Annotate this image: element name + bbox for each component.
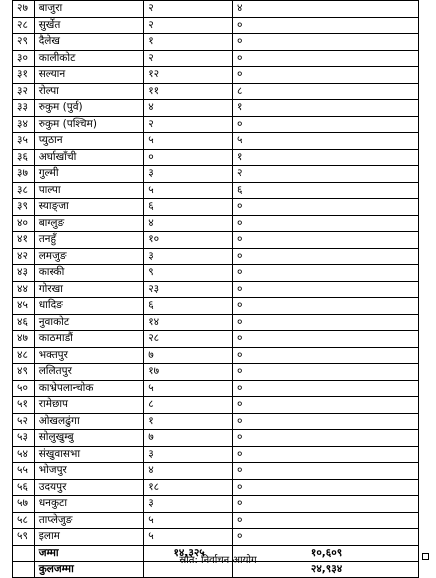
table-row xyxy=(13,496,419,513)
row-number: ५० xyxy=(13,380,35,397)
row-number: ३३ xyxy=(13,100,35,117)
value-col-a: ४ xyxy=(144,100,233,117)
district-name: कालीकोट xyxy=(34,50,144,67)
table-row xyxy=(13,1,419,18)
table-row xyxy=(13,182,419,199)
grand-total-value: २४,९३४ xyxy=(233,562,419,578)
value-col-a: १४ xyxy=(144,314,233,331)
value-col-b: ८ xyxy=(233,83,419,100)
table-row xyxy=(13,166,419,183)
table-row xyxy=(13,364,419,381)
value-col-b: ० xyxy=(233,446,419,463)
table-row xyxy=(13,248,419,265)
table-row xyxy=(13,512,419,529)
value-col-b: ० xyxy=(233,314,419,331)
grand-total-label: कुलजम्मा xyxy=(34,562,144,578)
value-col-b: ० xyxy=(233,215,419,232)
value-col-a: ३ xyxy=(144,446,233,463)
value-col-a: ८ xyxy=(144,397,233,414)
value-col-b: ० xyxy=(233,248,419,265)
total-value-a: १४,३२५ xyxy=(144,545,233,562)
district-name: इलाम xyxy=(34,529,144,546)
value-col-b: ० xyxy=(233,116,419,133)
table-row xyxy=(13,50,419,67)
district-name: ओखलढुंगा xyxy=(34,413,144,430)
table-row xyxy=(13,265,419,282)
district-name: स्याङ्जा xyxy=(34,199,144,216)
value-col-b: ० xyxy=(233,298,419,315)
table-row xyxy=(13,479,419,496)
district-name: पाल्पा xyxy=(34,182,144,199)
value-col-b: ० xyxy=(233,430,419,447)
district-name: संखुवासभा xyxy=(34,446,144,463)
row-number: ४१ xyxy=(13,232,35,249)
row-number: ५७ xyxy=(13,496,35,513)
value-col-a: ७ xyxy=(144,347,233,364)
value-col-a: १० xyxy=(144,232,233,249)
value-col-a: २ xyxy=(144,116,233,133)
value-col-a: १७ xyxy=(144,364,233,381)
district-name: बाजुरा xyxy=(34,1,144,18)
table-row xyxy=(13,298,419,315)
district-name: धनकुटा xyxy=(34,496,144,513)
district-name: नुवाकोट xyxy=(34,314,144,331)
value-col-a: १२ xyxy=(144,67,233,84)
table-row xyxy=(13,380,419,397)
table-row xyxy=(13,116,419,133)
value-col-a: ५ xyxy=(144,182,233,199)
value-col-a: ५ xyxy=(144,133,233,150)
row-number: ३४ xyxy=(13,116,35,133)
value-col-b: ० xyxy=(233,199,419,216)
row-number: २९ xyxy=(13,34,35,51)
table-row xyxy=(13,232,419,249)
table-resize-handle[interactable] xyxy=(422,553,429,560)
district-name: प्युठान xyxy=(34,133,144,150)
table-row xyxy=(13,314,419,331)
value-col-b: ० xyxy=(233,479,419,496)
district-name: ताप्लेजुङ xyxy=(34,512,144,529)
value-col-a: ५ xyxy=(144,529,233,546)
value-col-a: ६ xyxy=(144,199,233,216)
table-row xyxy=(13,347,419,364)
table-row xyxy=(13,529,419,546)
district-name: रोल्पा xyxy=(34,83,144,100)
row-number: ३२ xyxy=(13,83,35,100)
value-col-a: २ xyxy=(144,1,233,18)
table-row xyxy=(13,133,419,150)
value-col-b: ० xyxy=(233,265,419,282)
row-number: ३१ xyxy=(13,67,35,84)
table-row xyxy=(13,331,419,348)
value-col-b: ० xyxy=(233,413,419,430)
table-row xyxy=(13,149,419,166)
row-number: ३९ xyxy=(13,199,35,216)
row-number: ४३ xyxy=(13,265,35,282)
total-label: जम्मा xyxy=(34,545,144,562)
row-number: ५१ xyxy=(13,397,35,414)
district-name: गोरखा xyxy=(34,281,144,298)
value-col-b: ० xyxy=(233,364,419,381)
table-body xyxy=(13,1,419,578)
district-name: तनहुँ xyxy=(34,232,144,249)
table-row xyxy=(13,397,419,414)
row-number: ४० xyxy=(13,215,35,232)
district-name: लमजुङ xyxy=(34,248,144,265)
value-col-b: ० xyxy=(233,463,419,480)
value-col-b: १ xyxy=(233,100,419,117)
value-col-a: २८ xyxy=(144,331,233,348)
value-col-a: १ xyxy=(144,34,233,51)
district-name: रुकुम (पश्चिम) xyxy=(34,116,144,133)
table-row xyxy=(13,199,419,216)
value-col-b: ५ xyxy=(233,133,419,150)
value-col-b: ० xyxy=(233,529,419,546)
district-name: ललितपुर xyxy=(34,364,144,381)
table-row xyxy=(13,83,419,100)
district-name: उदयपुर xyxy=(34,479,144,496)
table-row xyxy=(13,281,419,298)
value-col-b: ० xyxy=(233,17,419,34)
row-number: ४८ xyxy=(13,347,35,364)
table-row xyxy=(13,446,419,463)
table-row xyxy=(13,463,419,480)
table-row xyxy=(13,430,419,447)
row-number: ५५ xyxy=(13,463,35,480)
row-number: ५९ xyxy=(13,529,35,546)
value-col-a: ७ xyxy=(144,430,233,447)
district-name: काभ्रेपलान्चोक xyxy=(34,380,144,397)
value-col-a: ० xyxy=(144,149,233,166)
value-col-a: ५ xyxy=(144,512,233,529)
district-name: सोलुखुम्बु xyxy=(34,430,144,447)
row-number: ३८ xyxy=(13,182,35,199)
row-number: ४७ xyxy=(13,331,35,348)
table-row xyxy=(13,67,419,84)
value-col-b: ४ xyxy=(233,1,419,18)
value-col-b: ० xyxy=(233,397,419,414)
row-number: ४६ xyxy=(13,314,35,331)
value-col-a: २ xyxy=(144,50,233,67)
row-number: ५२ xyxy=(13,413,35,430)
row-number: ५८ xyxy=(13,512,35,529)
row-number: ३७ xyxy=(13,166,35,183)
row-number: ४५ xyxy=(13,298,35,315)
value-col-a: ३ xyxy=(144,166,233,183)
value-col-b: ० xyxy=(233,232,419,249)
table-row xyxy=(13,17,419,34)
row-number: ५३ xyxy=(13,430,35,447)
table-row xyxy=(13,413,419,430)
total-value-b: १०,६०९ xyxy=(233,545,419,562)
value-col-b: ० xyxy=(233,380,419,397)
value-col-b: ० xyxy=(233,512,419,529)
district-name: रुकुम (पुर्व) xyxy=(34,100,144,117)
value-col-b: ० xyxy=(233,50,419,67)
table-row xyxy=(13,215,419,232)
value-col-a: ३ xyxy=(144,248,233,265)
row-number: ४४ xyxy=(13,281,35,298)
row-number: ५६ xyxy=(13,479,35,496)
table-row xyxy=(13,100,419,117)
row-number: २८ xyxy=(13,17,35,34)
district-table xyxy=(12,0,419,578)
district-name: भक्तपुर xyxy=(34,347,144,364)
district-name: सुर्खेत xyxy=(34,17,144,34)
value-col-b: ० xyxy=(233,281,419,298)
row-number: ४९ xyxy=(13,364,35,381)
district-name: बाग्लुङ xyxy=(34,215,144,232)
row-number: ४२ xyxy=(13,248,35,265)
value-col-b: ६ xyxy=(233,182,419,199)
table-row xyxy=(13,34,419,51)
value-col-b: ० xyxy=(233,496,419,513)
row-number: ३५ xyxy=(13,133,35,150)
row-number: ३६ xyxy=(13,149,35,166)
value-col-a: ३ xyxy=(144,496,233,513)
value-col-b: १ xyxy=(233,149,419,166)
value-col-b: २ xyxy=(233,166,419,183)
value-col-a: ५ xyxy=(144,380,233,397)
value-col-a: २ xyxy=(144,17,233,34)
district-name: गुल्मी xyxy=(34,166,144,183)
value-col-a: ६ xyxy=(144,298,233,315)
source-note: स्रोत: निर्वाचन आयोग xyxy=(179,555,257,566)
district-name: सल्यान xyxy=(34,67,144,84)
district-name: धादिङ xyxy=(34,298,144,315)
district-name: अर्घाखाँची xyxy=(34,149,144,166)
district-name: काठमाडौं xyxy=(34,331,144,348)
value-col-a: २३ xyxy=(144,281,233,298)
row-number: २७ xyxy=(13,1,35,18)
value-col-b: ० xyxy=(233,34,419,51)
value-col-b: ० xyxy=(233,331,419,348)
district-name: रामेछाप xyxy=(34,397,144,414)
row-number: ५४ xyxy=(13,446,35,463)
value-col-a: १ xyxy=(144,413,233,430)
value-col-a: ९ xyxy=(144,265,233,282)
value-col-a: ४ xyxy=(144,463,233,480)
district-name: दैलेख xyxy=(34,34,144,51)
row-number: ३० xyxy=(13,50,35,67)
district-name: कास्की xyxy=(34,265,144,282)
district-name: भोजपुर xyxy=(34,463,144,480)
value-col-b: ० xyxy=(233,67,419,84)
value-col-a: ४ xyxy=(144,215,233,232)
value-col-a: १८ xyxy=(144,479,233,496)
value-col-a: ११ xyxy=(144,83,233,100)
value-col-b: ० xyxy=(233,347,419,364)
